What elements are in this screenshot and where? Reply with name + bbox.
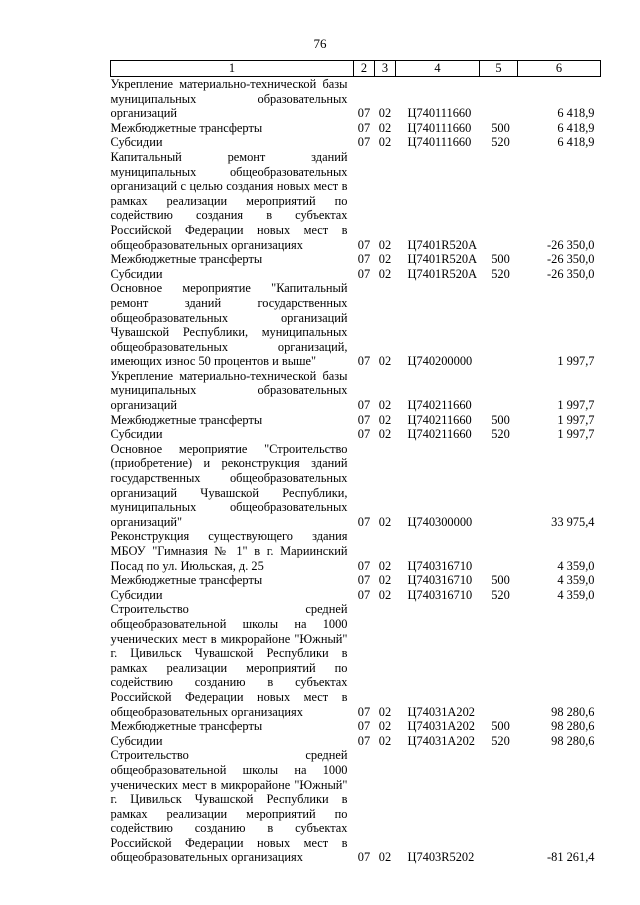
subsection-code: 02 <box>378 733 392 748</box>
table-row <box>111 121 601 136</box>
subsection-code: 02 <box>378 266 392 281</box>
expense-type-code <box>480 369 518 413</box>
expense-type-code: 500 <box>491 573 510 588</box>
subsection-code: 02 <box>378 704 392 719</box>
expense-type-code: 520 <box>491 427 510 442</box>
table-row <box>111 573 601 588</box>
expense-type-code: 500 <box>491 120 510 135</box>
amount: 98 280,6 <box>551 733 595 748</box>
amount: 4 359,0 <box>557 558 595 573</box>
row-name: Основное мероприятие "Строительство (приобретение) и реконструкция зданий государственных общеобразовательных организаций Чувашской Республики, муниципальных общеобразовательных организаций" <box>110 441 348 529</box>
column-header: 5 <box>480 61 518 77</box>
target-article-code: Ц740316710 <box>407 558 473 573</box>
target-article-code: Ц7401R520A <box>407 266 478 281</box>
target-article-code: Ц740111660 <box>407 120 472 135</box>
row-name: Реконструкция существующего здания МБОУ "Гимназия № 1" в г. Мариинский Посад по ул. Июльская, д. 25 <box>110 529 348 573</box>
subsection-code: 02 <box>378 106 392 121</box>
section-code: 07 <box>357 558 371 573</box>
row-name: Строительство средней общеобразовательной школы на 1000 ученических мест в микрорайоне "Южный" г. Цивильск Чувашской Республики в рамках реализации мероприятий по содействию созданию в субъектах Российской Федерации новых мест в общеобразовательных организациях <box>110 602 348 719</box>
target-article-code: Ц740211660 <box>407 412 472 427</box>
expense-type-code: 520 <box>491 266 510 281</box>
target-article-code: Ц740211660 <box>407 398 472 413</box>
subsection-code: 02 <box>378 587 392 602</box>
section-code: 07 <box>357 733 371 748</box>
expense-type-code <box>480 602 518 719</box>
target-article-code: Ц740316710 <box>407 573 473 588</box>
target-article-code: Ц740111660 <box>407 135 472 150</box>
target-article-code: Ц74031А202 <box>407 719 475 734</box>
row-name: Субсидии <box>110 427 163 442</box>
table-row <box>111 369 601 413</box>
row-name: Межбюджетные трансферты <box>110 573 263 588</box>
subsection-code: 02 <box>378 237 392 252</box>
table-row <box>111 442 601 530</box>
row-name: Межбюджетные трансферты <box>110 719 263 734</box>
table-row <box>111 267 601 282</box>
target-article-code: Ц74031А202 <box>407 733 475 748</box>
target-article-code: Ц7401R520A <box>407 252 478 267</box>
amount: -81 261,4 <box>547 850 595 865</box>
expense-type-code: 500 <box>491 412 510 427</box>
column-header: 6 <box>518 61 601 77</box>
expense-type-code: 500 <box>491 719 510 734</box>
section-code: 07 <box>357 237 371 252</box>
row-name: Субсидии <box>110 135 163 150</box>
target-article-code: Ц740300000 <box>407 514 473 529</box>
section-code: 07 <box>357 573 371 588</box>
subsection-code: 02 <box>378 412 392 427</box>
amount: 6 418,9 <box>557 120 595 135</box>
table-row <box>111 252 601 267</box>
amount: -26 350,0 <box>547 237 595 252</box>
row-name: Субсидии <box>110 266 163 281</box>
section-code: 07 <box>357 704 371 719</box>
table-row <box>111 150 601 252</box>
subsection-code: 02 <box>378 398 392 413</box>
target-article-code: Ц740316710 <box>407 587 473 602</box>
amount: 33 975,4 <box>551 514 595 529</box>
row-name: Укрепление материально-технической базы муниципальных образовательных организаций <box>110 368 348 413</box>
column-header: 4 <box>396 61 480 77</box>
row-name: Межбюджетные трансферты <box>110 120 263 135</box>
table-row <box>111 281 601 369</box>
table-row <box>111 748 601 865</box>
section-code: 07 <box>357 412 371 427</box>
table-row <box>111 588 601 603</box>
column-header: 3 <box>375 61 396 77</box>
subsection-code: 02 <box>378 573 392 588</box>
expense-type-code: 520 <box>491 135 510 150</box>
table-row <box>111 529 601 573</box>
amount: 1 997,7 <box>557 354 595 369</box>
row-name: Основное мероприятие "Капитальный ремонт зданий государственных общеобразовательных организаций Чувашской Республики, муниципальных общеобразовательных организаций, имеющих износ 50 процентов и выше" <box>110 281 348 369</box>
section-code: 07 <box>357 252 371 267</box>
row-name: Межбюджетные трансферты <box>110 412 263 427</box>
section-code: 07 <box>357 514 371 529</box>
row-name: Укрепление материально-технической базы муниципальных образовательных организаций <box>110 77 348 121</box>
target-article-code: Ц740200000 <box>407 354 473 369</box>
row-name: Субсидии <box>110 587 163 602</box>
amount: 4 359,0 <box>557 573 595 588</box>
subsection-code: 02 <box>378 558 392 573</box>
subsection-code: 02 <box>378 354 392 369</box>
table-row <box>111 135 601 150</box>
subsection-code: 02 <box>378 514 392 529</box>
expense-type-code <box>480 281 518 369</box>
section-code: 07 <box>357 850 371 865</box>
amount: 98 280,6 <box>551 719 595 734</box>
subsection-code: 02 <box>378 427 392 442</box>
table-row <box>111 427 601 442</box>
section-code: 07 <box>357 354 371 369</box>
row-name: Строительство средней общеобразовательной школы на 1000 ученических мест в микрорайоне "Южный" г. Цивильск Чувашской Республики в рамках реализации мероприятий по содействию созданию в субъектах Российской Федерации новых мест в общеобразовательных организациях <box>110 748 348 865</box>
row-name: Капитальный ремонт зданий муниципальных общеобразовательных организаций с целью создания новых мест в рамках реализации мероприятий по содействию создания в субъектах Российской Федерации новых мест в общеобразовательных организациях <box>110 149 348 252</box>
section-code: 07 <box>357 135 371 150</box>
table-body <box>111 77 601 866</box>
section-code: 07 <box>357 719 371 734</box>
amount: 98 280,6 <box>551 704 595 719</box>
amount: -26 350,0 <box>547 252 595 267</box>
section-code: 07 <box>357 427 371 442</box>
expense-type-code <box>480 77 518 121</box>
amount: 6 418,9 <box>557 106 595 121</box>
section-code: 07 <box>357 266 371 281</box>
row-name: Субсидии <box>110 733 163 748</box>
subsection-code: 02 <box>378 120 392 135</box>
amount: 1 997,7 <box>557 427 595 442</box>
table-row <box>111 602 601 719</box>
subsection-code: 02 <box>378 850 392 865</box>
section-code: 07 <box>357 106 371 121</box>
expense-type-code: 520 <box>491 733 510 748</box>
amount: 1 997,7 <box>557 412 595 427</box>
section-code: 07 <box>357 120 371 135</box>
expense-type-code <box>480 529 518 573</box>
target-article-code: Ц740211660 <box>407 427 472 442</box>
subsection-code: 02 <box>378 719 392 734</box>
column-header: 2 <box>354 61 375 77</box>
target-article-code: Ц74031А202 <box>407 704 475 719</box>
expense-type-code: 520 <box>491 587 510 602</box>
table-row <box>111 77 601 121</box>
table-row <box>111 719 601 734</box>
amount: 1 997,7 <box>557 398 595 413</box>
target-article-code: Ц7401R520A <box>407 237 478 252</box>
column-header: 1 <box>111 61 354 77</box>
amount: -26 350,0 <box>547 266 595 281</box>
expense-type-code <box>480 442 518 530</box>
page-number: 76 <box>313 36 327 51</box>
amount: 4 359,0 <box>557 587 595 602</box>
budget-table <box>110 60 601 865</box>
section-code: 07 <box>357 587 371 602</box>
section-code: 07 <box>357 398 371 413</box>
table-header-row <box>111 61 601 77</box>
table-row <box>111 413 601 428</box>
row-name: Межбюджетные трансферты <box>110 252 263 267</box>
table-row <box>111 734 601 749</box>
expense-type-code <box>480 748 518 865</box>
subsection-code: 02 <box>378 135 392 150</box>
target-article-code: Ц7403R5202 <box>407 850 475 865</box>
amount: 6 418,9 <box>557 135 595 150</box>
subsection-code: 02 <box>378 252 392 267</box>
target-article-code: Ц740111660 <box>407 106 472 121</box>
expense-type-code <box>480 150 518 252</box>
expense-type-code: 500 <box>491 252 510 267</box>
